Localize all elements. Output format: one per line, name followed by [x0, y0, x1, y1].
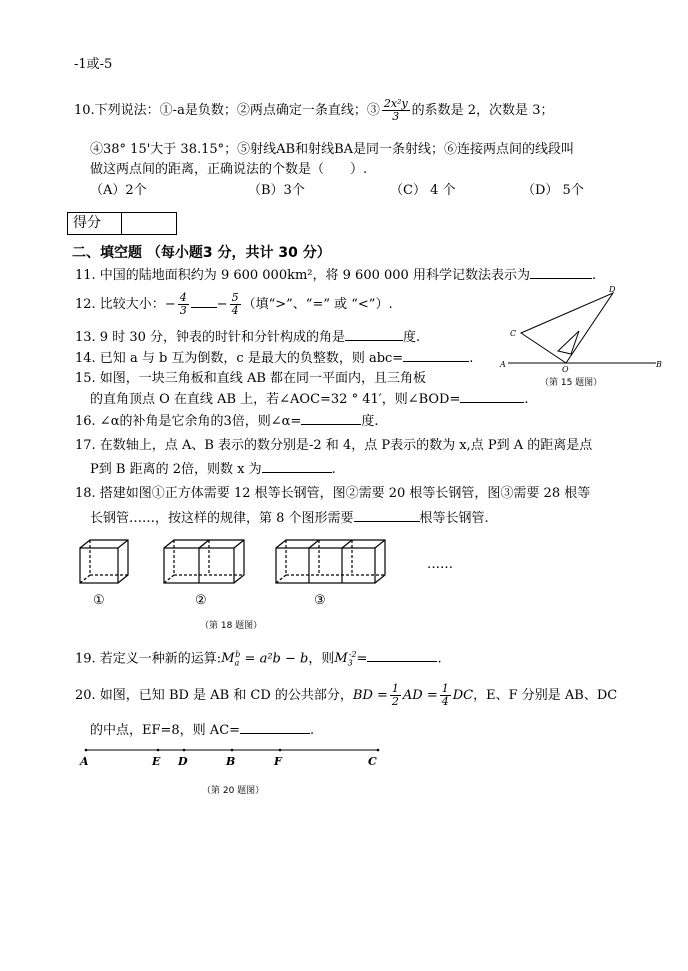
fig15-label-a: A — [500, 360, 506, 369]
q12-fraction-1: $\frac{4}{3}$ — [179, 291, 187, 317]
q10-option-d: （D） 5个 — [522, 183, 584, 198]
fig18-label-2: ② — [195, 593, 207, 608]
q20-blank — [240, 721, 310, 734]
fig18-label-1: ① — [93, 593, 105, 608]
cube-figure-1 — [80, 540, 128, 583]
fig15-label-c: C — [510, 329, 517, 338]
triangle-ruler — [521, 293, 613, 363]
q18-line1: 18. 搭建如图①正方体需要 12 根等长钢管，图②需要 20 根等长钢管，图③需要 28 根等 — [75, 486, 591, 501]
score-box — [67, 212, 177, 235]
q10-line3: 做这两点间的距离，正确说法的个数是（ ）. — [90, 162, 368, 177]
point-a — [85, 749, 88, 752]
fig15-label-d: D — [609, 285, 616, 294]
fig18-caption: （第 18 题图） — [200, 621, 263, 631]
triangle-ruler-inner — [558, 331, 579, 354]
fig15-caption: （第 15 题图） — [540, 378, 603, 388]
point-d — [183, 749, 186, 752]
point-c — [377, 749, 380, 752]
q10-option-c: （C） 4 个 — [390, 183, 456, 198]
fig18-ellipsis: …… — [427, 557, 453, 572]
fig20-label-a: A — [80, 755, 89, 768]
fig20-label-d: D — [178, 755, 188, 768]
q19-blank — [367, 649, 437, 662]
q13: 13. 9 时 30 分，钟表的时针和分针构成的角是 度. — [75, 330, 421, 345]
q15-blank — [460, 390, 524, 403]
q16-blank — [301, 412, 361, 425]
fig15-label-o: O — [562, 365, 569, 374]
q17-line2: P到 B 距离的 2倍，则数 x 为 . — [90, 462, 336, 477]
q12-blank — [191, 295, 217, 308]
q18-blank — [354, 509, 420, 522]
q10-option-a: （A）2个 — [90, 183, 147, 198]
q14-blank — [403, 349, 469, 362]
q18-line2: 长钢管……，按这样的规律，第 8 个图形需要 根等长钢管. — [90, 511, 489, 526]
q12: 12. 比较大小：− $\frac{4}{3}$ − $\frac{5}{4}$ （填“>”、“=” 或 “<”）. — [75, 291, 393, 317]
q20-line2: 的中点，EF=8，则 AC= . — [90, 723, 315, 738]
q10-option-b: （B）3个 — [248, 183, 305, 198]
q12-fraction-2: $\frac{5}{4}$ — [231, 291, 239, 317]
point-b — [231, 749, 234, 752]
q20-line1: 20. 如图，已知 BD 是 AB 和 CD 的公共部分，BD = $\frac{1}{2}$ AD = $\frac{1}{4}$ DC，E、F 分别是 AB、DC — [75, 682, 618, 708]
point-f — [279, 749, 282, 752]
q14: 14. 已知 a 与 b 互为倒数，c 是最大的负整数，则 abc= . — [75, 351, 474, 366]
q19: 19. 若定义一种新的运算$:M_a^b = a^2b - b$，则$M_3^{-2}=$ . — [75, 650, 442, 668]
q9-answer: -1或-5 — [74, 57, 113, 72]
fig15-label-b: B — [656, 360, 662, 369]
fig20-label-f: F — [274, 755, 282, 768]
fig20-caption: （第 20 题图） — [202, 786, 265, 796]
q11: 11. 中国的陆地面积约为 9 600 000km²，将 9 600 000 用科学记数法表示为 . — [75, 268, 597, 283]
q11-blank — [530, 266, 592, 279]
cube-figure-2 — [164, 540, 244, 583]
figure-15 — [496, 284, 666, 384]
section2-title: 二、填空题 （每小题3 分，共计 30 分） — [72, 245, 331, 261]
q17-blank — [262, 460, 332, 473]
score-label: 得分 — [68, 213, 122, 234]
q15-line1: 15. 如图，一块三角板和直线 AB 都在同一平面内，且三角板 — [75, 371, 427, 386]
q10-line2: ④38° 15'大于 38.15°；⑤射线AB和射线BA是同一条射线；⑥连接两点间的线段叫 — [90, 142, 575, 157]
q15-line2: 的直角顶点 O 在直线 AB 上，若∠AOC=32 ° 41′，则∠BOD= . — [90, 392, 529, 407]
fig18-label-3: ③ — [314, 593, 326, 608]
q16: 16. ∠α的补角是它余角的3倍，则∠α= 度. — [75, 414, 379, 429]
q13-blank — [345, 328, 403, 341]
point-e — [157, 749, 160, 752]
q10-fraction: $\frac{\text{2x²y}}{3}$ — [383, 97, 408, 123]
fig20-label-e: E — [152, 755, 161, 768]
figure-20 — [76, 744, 386, 770]
fig20-label-b: B — [226, 755, 236, 768]
cube-figure-3 — [276, 540, 385, 583]
q17-line1: 17. 在数轴上，点 A、B 表示的数分别是-2 和 4，点 P表示的数为 x,点 P到 A 的距离是点 — [75, 438, 593, 453]
q10-line1: 10.下列说法：①-a是负数；②两点确定一条直线；③ $\frac{\text{2x²y}}{3}$ 的系数是 2，次数是 3； — [74, 97, 554, 123]
fig20-label-c: C — [368, 755, 377, 768]
figure-18 — [78, 536, 398, 596]
